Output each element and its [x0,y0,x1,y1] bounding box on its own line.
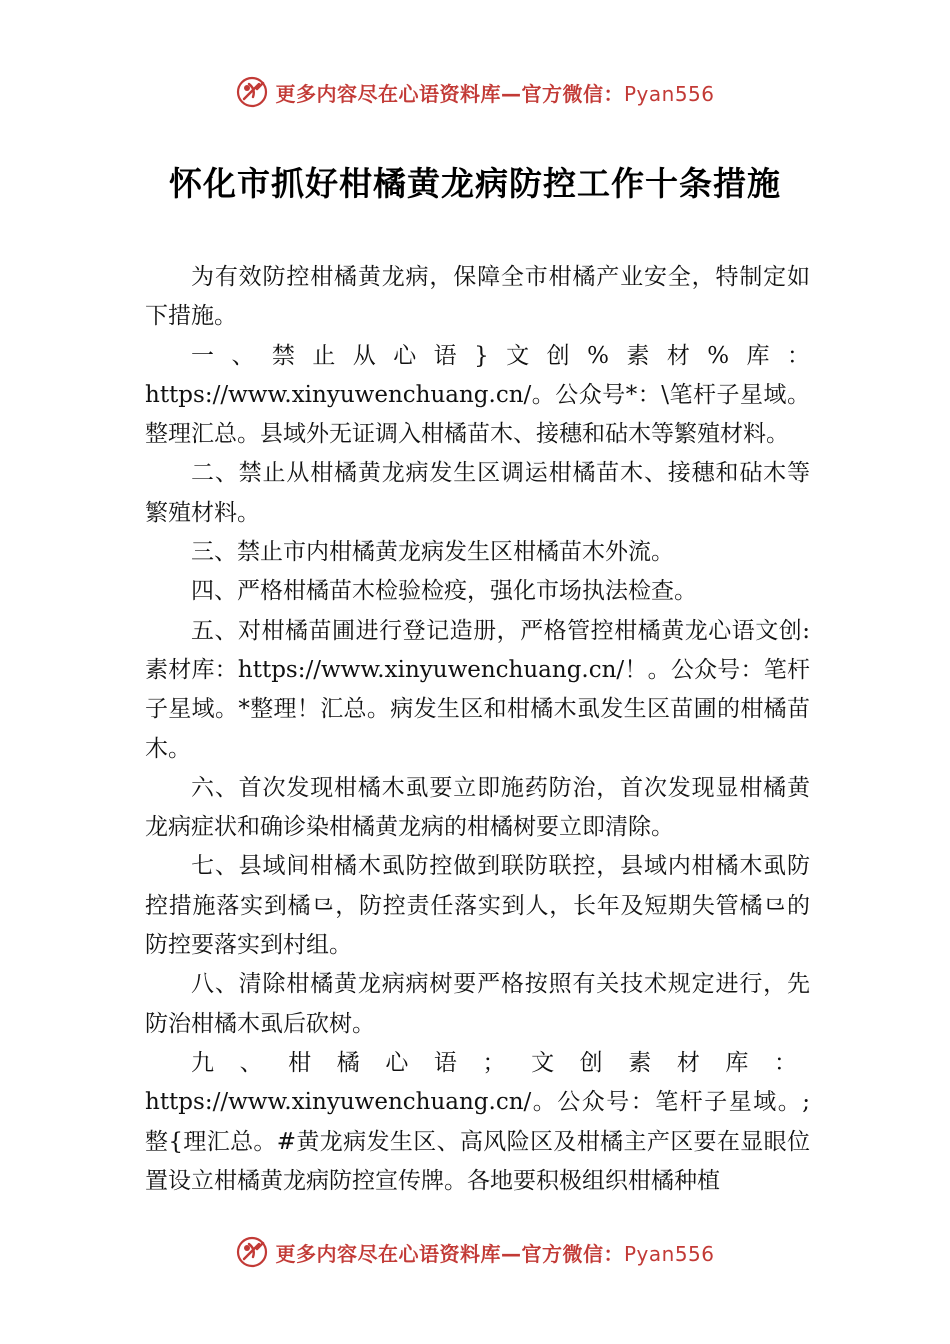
paragraph-9 [145,1044,810,1201]
paragraph-9-head: 九、柑橘心语；文创素材库： [191,1049,810,1076]
banner-text: 更多内容尽在心语资料库—官方微信：Pyan556 [275,81,715,106]
header-watermark-banner [0,72,950,112]
paragraph-3: 三、禁止市内柑橘黄龙病发生区柑橘苗木外流。 [191,539,674,566]
footer-watermark-banner [0,1232,950,1272]
document-body [145,258,810,1201]
logo-icon [235,75,269,109]
paragraph-9-rest: https://www.xinyuwenchuang.cn/。公众号：笔杆子星域。;整{理汇总。#黄龙病发生区、高风险区及柑橘主产区要在显眼位置设立柑橘黄龙病防控宣传牌。各地要积极组织柑橘种植 [145,1089,810,1194]
paragraph-6: 六、首次发现柑橘木虱要立即施药防治，首次发现显柑橘黄龙病症状和确诊染柑橘黄龙病的柑橘树要立即清除。 [145,774,810,841]
paragraph-1: 一、禁止从心语}文创%素材%库：https://www.xinyuwenchuang.cn/。公众号*：\笔杆子星域。整理汇总。县域外无证调入柑橘苗木、接穗和砧木等繁殖材料。 [145,342,810,448]
paragraph-7: 七、县域间柑橘木虱防控做到联防联控，县域内柑橘木虱防控措施落实到橘⺋，防控责任落实到人，长年及短期失管橘⺋的防控要落实到村组。 [145,853,810,959]
paragraph-5: 五、对柑橘苗圃进行登记造册，严格管控柑橘黄龙心语文创:素材库：https://www.xinyuwenchuang.cn/！。公众号：笔杆子星域。*整理！汇总。病发生区和柑橘木虱发生区苗圃的柑橘苗木。 [145,617,810,762]
page-title: 怀化市抓好柑橘黄龙病防控工作十条措施 [169,164,781,203]
paragraph-4: 四、严格柑橘苗木检验检疫，强化市场执法检查。 [191,578,697,605]
paragraph-intro: 为有效防控柑橘黄龙病，保障全市柑橘产业安全，特制定如下措施。 [145,264,810,330]
paragraph-2: 二、禁止从柑橘黄龙病发生区调运柑橘苗木、接穗和砧木等繁殖材料。 [145,460,810,526]
logo-icon [235,1235,269,1269]
banner-text: 更多内容尽在心语资料库—官方微信：Pyan556 [275,1241,715,1266]
paragraph-8: 八、清除柑橘黄龙病病树要严格按照有关技术规定进行，先防治柑橘木虱后砍树。 [145,971,810,1037]
